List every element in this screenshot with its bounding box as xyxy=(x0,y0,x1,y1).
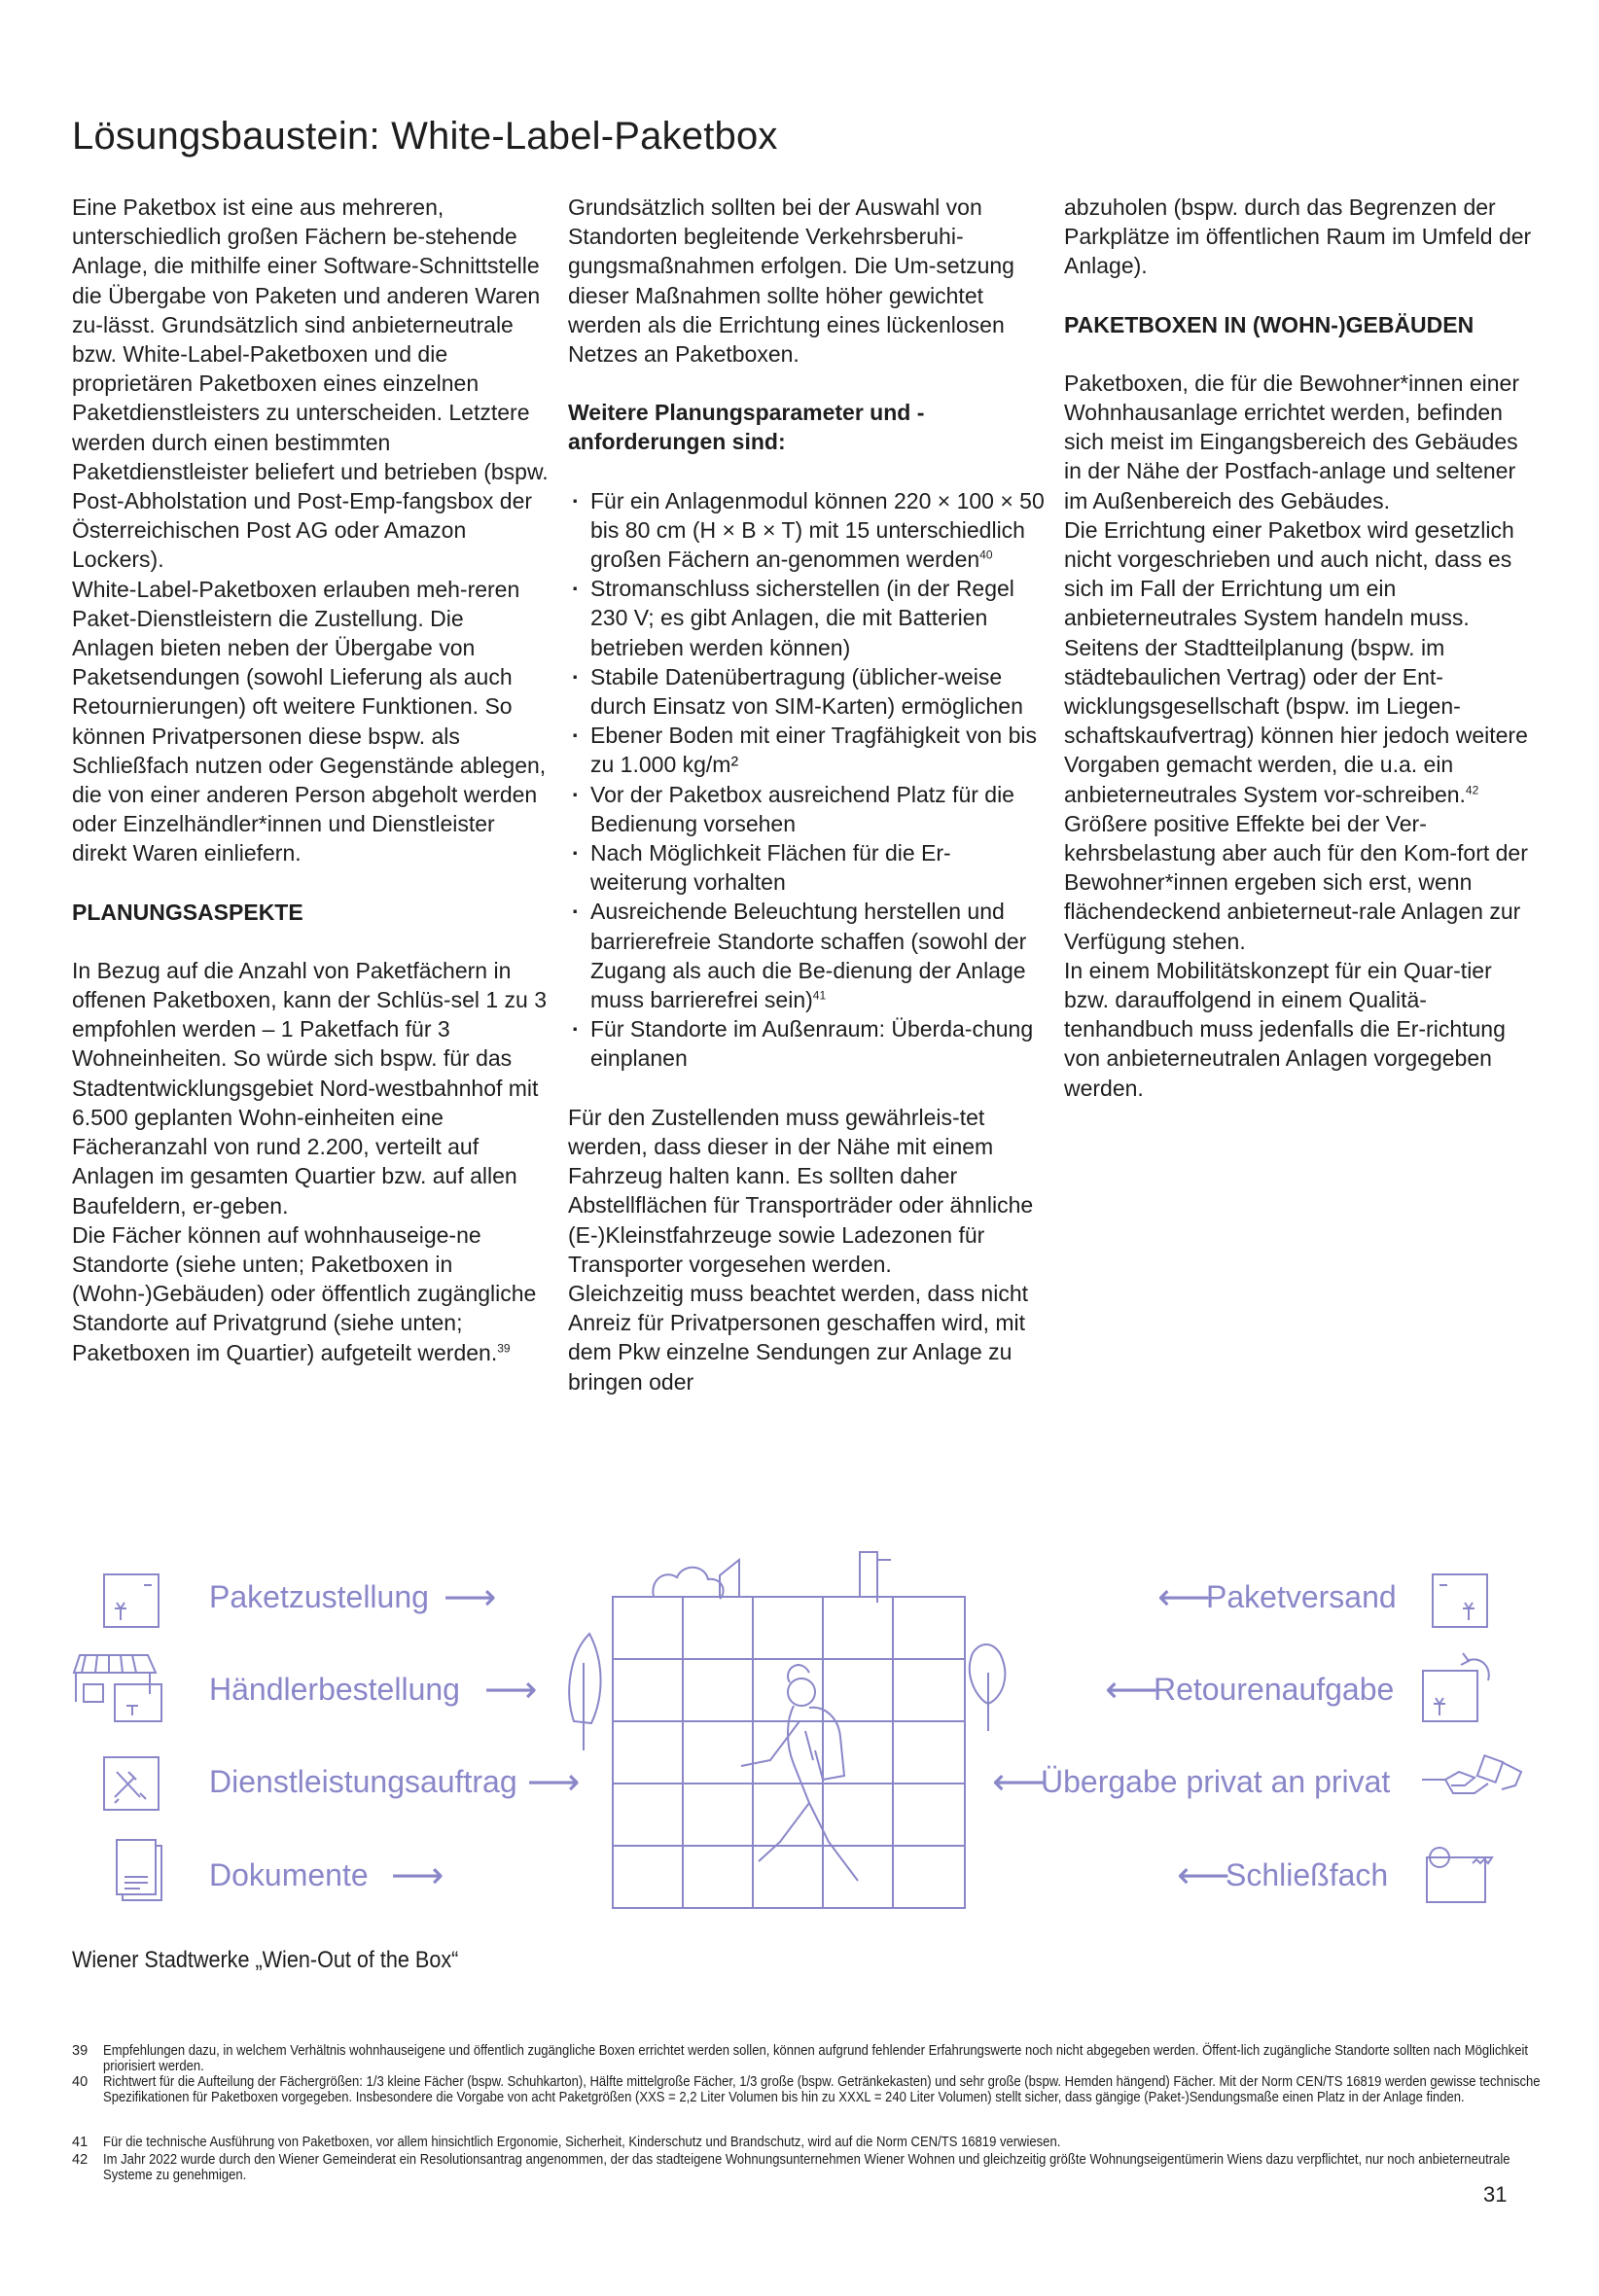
paragraph: Für den Zustellenden muss gewährleis-tet werden, dass dieser in der Nähe mit einem Fahrzeug halten kann. Es sollten daher Abstellflächen für Transporträder oder ähnliche (E-)Kleinstfahrzeuge sowie Ladezonen für Transporter vorgesehen werden. xyxy=(568,1104,1034,1277)
label-retourenaufgabe: Retourenaufgabe xyxy=(1154,1672,1395,1707)
shop-icon xyxy=(72,1649,169,1727)
paketbox-infographic xyxy=(58,1546,1546,1945)
arrow-left-icon: ⟵ xyxy=(1177,1855,1230,1896)
paragraph: Gleichzeitig muss beachtet werden, dass nicht Anreiz für Privatpersonen geschaffen wird, mit dem Pkw einzelne Sendungen zur Anlage zu bringen oder xyxy=(568,1280,1029,1395)
paragraph: In Bezug auf die Anzahl von Paketfächern in offenen Paketboxen, kann der Schlüs-sel 1 zu 3 empfohlen werden – 1 Paketfach für 3 Wohneinheiten. So würde sich bspw. für das Stadtentwicklungsgebiet Nord-westbahnhof mit 6.500 geplanten Wohn-einheiten eine Fächeranzahl von rund 2.200, verteilt auf Anlagen im gesamten Quartier bzw. auf allen Baufeldern, er-geben. xyxy=(72,957,548,1219)
label-schliessfach: Schließfach xyxy=(1226,1857,1389,1892)
label-dokumente: Dokumente xyxy=(209,1857,369,1892)
label-haendlerbestellung: Händlerbestellung xyxy=(209,1672,460,1707)
paragraph: abzuholen (bspw. durch das Begrenzen der Parkplätze im öffentlichen Raum im Umfeld der Anlage). xyxy=(1064,194,1532,279)
list-item: · Stabile Datenübertragung (üblicher-weise durch Einsatz von SIM-Karten) ermöglichen xyxy=(568,662,1045,721)
list-item: · Vor der Paketbox ausreichend Platz für die Bedienung vorsehen xyxy=(568,780,1045,838)
requirements-list xyxy=(568,486,1045,1074)
arrow-left-icon: ⟵ xyxy=(1157,1577,1211,1618)
documents-icon xyxy=(115,1838,163,1902)
paketbox-illustration xyxy=(545,1546,1089,1945)
footnote: 40 Richtwert für die Aufteilung der Fächergrößen: 1/3 kleine Fächer (bspw. Schuhkarton), Hälfte mittelgroße Fächer, 1/3 große (bspw. Getränkekasten) und sehr große (bspw. Hemden hängend) Fächer. Mit der Norm CEN/TS 16819 werden gewisse technische Spezifikationen für Paketboxen vorgegeben. Insbesondere die Vorgabe von acht Paketgrößen (XXS = 2,2 Liter Volumen bis hin zu XXXL = 240 Liter Volumen) stellt sicher, dass gängige (Paket-)Sendungsmaße einen Platz in der Anlage finden. xyxy=(72,2074,1541,2105)
list-item: · Ausreichende Beleuchtung herstellen und barrierefreie Standorte schaffen (sowohl der Zugang als auch die Be-dienung der Anlage muss barrierefrei sein)$^{41}$ xyxy=(568,897,1045,1014)
parcel-box-icon xyxy=(101,1572,161,1630)
return-box-icon xyxy=(1420,1649,1498,1725)
text-column-2 xyxy=(568,193,1045,1396)
paragraph: Grundsätzlich sollten bei der Auswahl von Standorten begleitende Verkehrsberuhi-gungsmaßnahmen erfolgen. Die Um-setzung dieser Maßnahmen sollte höher gewichtet werden als die Errichtung eines lückenlosen Netzes an Paketboxen. xyxy=(568,194,1014,368)
list-item: · Stromanschluss sicherstellen (in der Regel 230 V; es gibt Anlagen, die mit Batterien betrieben werden können) xyxy=(568,574,1045,662)
section-heading: PLANUNGSASPEKTE xyxy=(72,899,303,925)
paragraph: White-Label-Paketboxen erlauben meh-reren Paket-Dienstleistern die Zustellung. Die Anlagen bieten neben der Übergabe von Paketsendungen (sowohl Lieferung als auch Retournierungen) oft weitere Funktionen. So können Privatpersonen diese bspw. als Schließfach nutzen oder Gegenstände ablegen, die von einer anderen Person abgeholt werden oder Einzelhändler*innen und Dienstleister direkt Waren einliefern. xyxy=(72,576,547,866)
paragraph: Eine Paketbox ist eine aus mehreren, unterschiedlich großen Fächern be-stehende Anlage, die mithilfe einer Software-Schnittstelle die Übergabe von Paketen und anderen Waren zu-lässt. Grundsätzlich sind anbieterneutrale bzw. White-Label-Paketboxen und die proprietären Paketboxen eines einzelnen Paketdienstleisters zu unterscheiden. Letztere werden durch einen bestimmten Paketdienstleister beliefert und betrieben (bspw. Post-Abholstation und Post-Emp-fangsbox der Österreichischen Post AG oder Amazon Lockers). xyxy=(72,194,549,573)
key-locker-icon xyxy=(1424,1838,1502,1906)
arrow-left-icon: ⟵ xyxy=(992,1762,1046,1803)
paragraph: Die Fächer können auf wohnhauseige-ne Standorte (siehe unten; Paketboxen in (Wohn-)Gebäuden) oder öffentlich zugängliche Standorte auf Privatgrund (siehe unten; Paketboxen im Quartier) aufgeteilt werden.$^{39}$ xyxy=(72,1221,537,1365)
footnote: 41 Für die technische Ausführung von Paketboxen, vor allem hinsichtlich Ergonomie, Sicherheit, Kinderschutz und Brandschutz, wird auf die Norm CEN/TS 16819 verwiesen. xyxy=(72,2135,1061,2150)
section-heading: PAKETBOXEN IN (WOHN-)GEBÄUDEN xyxy=(1064,311,1475,337)
text-column-1 xyxy=(72,193,549,1367)
arrow-right-icon: ⟶ xyxy=(391,1855,444,1896)
footnote-ref: 42 xyxy=(1465,783,1479,796)
paragraph: Paketboxen, die für die Bewohner*innen einer Wohnhausanlage errichtet werden, befinden sich meist im Eingangsbereich des Gebäudes in der Nähe der Postfach-anlage und seltener im Außenbereich des Gebäudes. xyxy=(1064,370,1519,513)
list-item: · Für ein Anlagenmodul können 220 × 100 × 50 bis 80 cm (H × B × T) mit 15 unterschiedlich großen Fächern an-genommen werden$^{40}$ xyxy=(568,486,1045,575)
label-paketversand: Paketversand xyxy=(1206,1579,1397,1614)
list-item: · Für Standorte im Außenraum: Überda-chung einplanen xyxy=(568,1014,1045,1073)
list-item: · Nach Möglichkeit Flächen für die Er-weiterung vorhalten xyxy=(568,838,1045,897)
label-paketzustellung: Paketzustellung xyxy=(209,1579,429,1614)
label-dienstleistungsauftrag: Dienstleistungsauftrag xyxy=(209,1764,517,1799)
footnote: 39 Empfehlungen dazu, in welchem Verhältnis wohnhauseigene und öffentlich zugängliche Boxen errichtet werden sollen, können aufgrund fehlender Erfahrungswerte noch nicht abgegeben werden. Öffent-lich zugängliche Standorte sollten nach Möglichkeit priorisiert werden. xyxy=(72,2043,1528,2074)
paragraph: Größere positive Effekte bei der Ver-kehrsbelastung aber auch für den Kom-fort der Bewohner*innen ergeben sich erst, wenn flächendeckend anbieterneut-rale Anlagen zur Verfügung stehen. xyxy=(1064,810,1528,954)
arrow-right-icon: ⟶ xyxy=(484,1670,538,1711)
footnote-ref: 39 xyxy=(497,1340,511,1355)
tools-icon xyxy=(101,1754,161,1813)
label-uebergabe-privat: Übergabe privat an privat xyxy=(1041,1764,1391,1799)
page-title: Lösungsbaustein: White-Label-Paketbox xyxy=(72,115,778,158)
text-column-3 xyxy=(1064,193,1541,1103)
paragraph: In einem Mobilitätskonzept für ein Quar-tier bzw. darauffolgend in einem Qualitä-tenhandbuch muss jedenfalls die Er-richtung von anbieterneutralen Anlagen vorgegeben werden. xyxy=(1064,957,1506,1101)
footnote: 42 Im Jahr 2022 wurde durch den Wiener Gemeinderat ein Resolutionsantrag angenommen, der das stadteigene Wohnungsunternehmen Wiener Wohnen und gleichzeitig größte Wohnungseigentümerin Wiens dazu verpflichtet, nur noch anbieterneutrale Systeme zu genehmigen. xyxy=(72,2152,1510,2183)
arrow-right-icon: ⟶ xyxy=(527,1762,581,1803)
figure-caption: Wiener Stadtwerke „Wien-Out of the Box“ xyxy=(72,1947,459,1973)
handover-icon xyxy=(1420,1750,1527,1809)
arrow-right-icon: ⟶ xyxy=(444,1577,497,1618)
list-item: · Ebener Boden mit einer Tragfähigkeit von bis zu 1.000 kg/m² xyxy=(568,721,1045,779)
parcel-box-icon xyxy=(1430,1572,1490,1630)
section-heading: Weitere Planungsparameter und -anforderungen sind: xyxy=(568,400,925,455)
paragraph: Die Errichtung einer Paketbox wird gesetzlich nicht vorgeschrieben und auch nicht, dass es sich im Fall der Errichtung um ein anbieterneutrales System handeln muss. Seitens der Stadtteilplanung (bspw. im städtebaulichen Vertrag) oder der Ent-wicklungsgesellschaft (bspw. im Liegen-schaftskaufvertrag) können hier jedoch weitere Vorgaben gemacht werden, die u.a. ein anbieterneutrales System vor-schreiben.$^{42}$ xyxy=(1064,516,1528,807)
page-number: 31 xyxy=(1483,2182,1508,2207)
arrow-left-icon: ⟵ xyxy=(1105,1670,1158,1711)
